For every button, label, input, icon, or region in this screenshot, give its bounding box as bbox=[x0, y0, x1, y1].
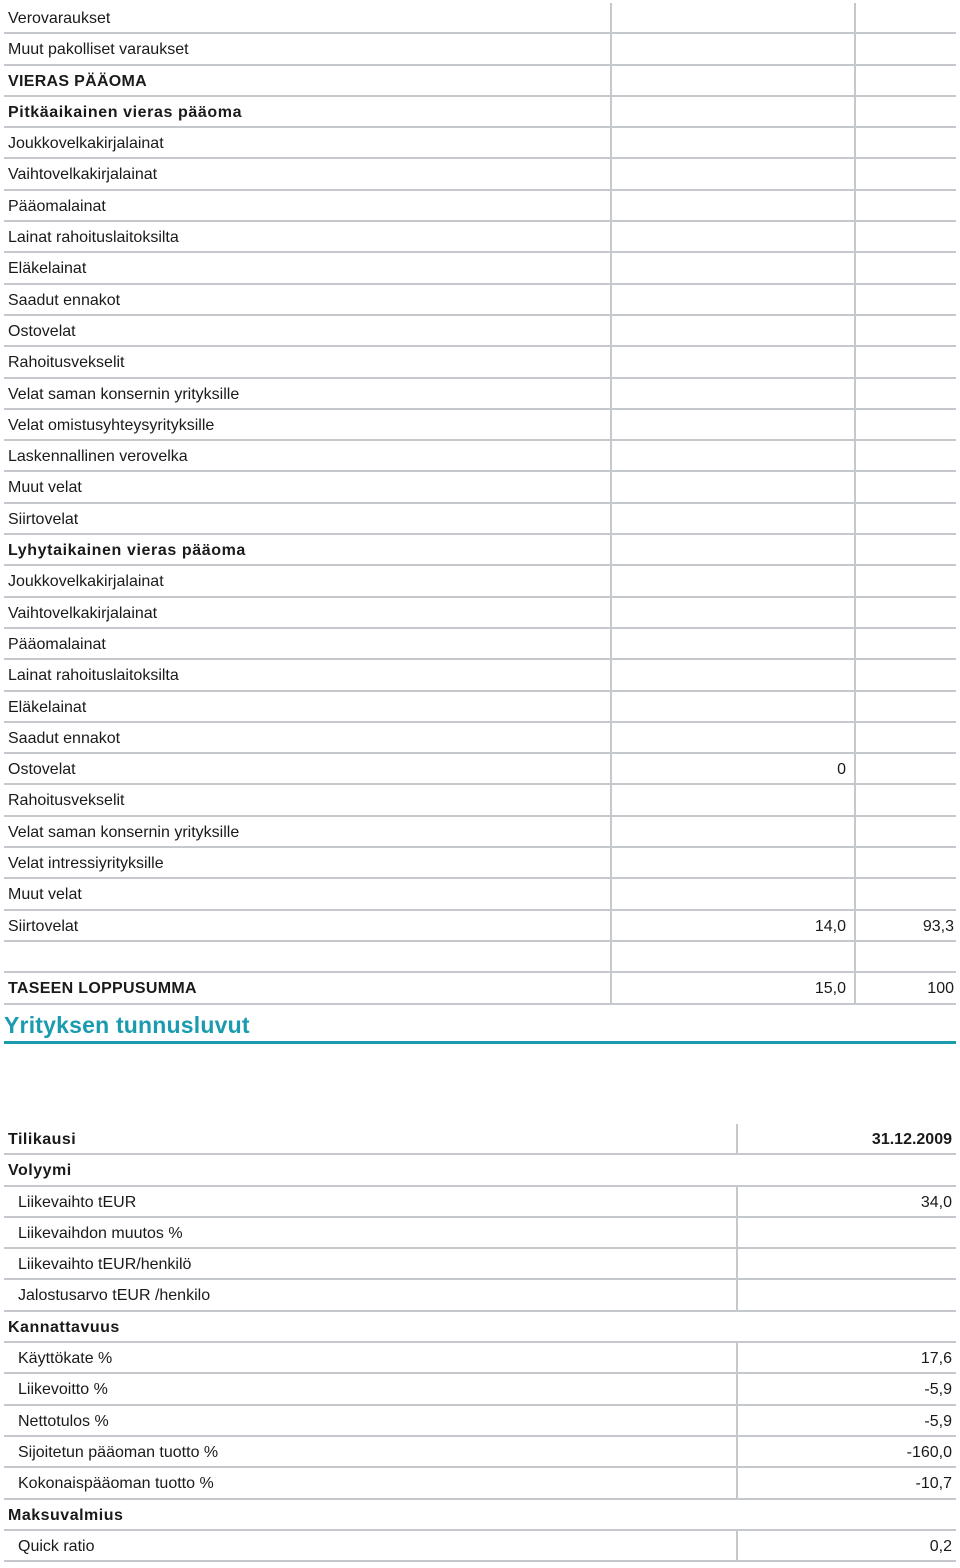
balance-sheet-table bbox=[4, 3, 956, 1005]
key-figure-cell bbox=[736, 1531, 956, 1560]
balance-percent-cell bbox=[854, 347, 956, 376]
balance-percent-cell bbox=[854, 97, 956, 126]
balance-percent-cell bbox=[854, 410, 956, 439]
balance-value-cell bbox=[610, 3, 854, 32]
key-figure-value: -160,0 bbox=[906, 1443, 952, 1461]
balance-row-label: Rahoitusvekselit bbox=[8, 354, 125, 372]
key-figure-label: Jalostusarvo tEUR /henkilo bbox=[18, 1287, 211, 1305]
balance-percent-cell bbox=[854, 973, 956, 1002]
balance-row-label: Joukkovelkakirjalainat bbox=[8, 573, 164, 591]
balance-percent-cell bbox=[854, 34, 956, 63]
balance-value-cell bbox=[610, 535, 854, 564]
balance-percent: 93,3 bbox=[922, 917, 954, 935]
balance-value-cell bbox=[610, 598, 854, 627]
balance-value-cell bbox=[610, 441, 854, 470]
balance-row bbox=[4, 441, 956, 472]
balance-value-cell bbox=[610, 222, 854, 251]
key-figure-cell bbox=[736, 1280, 956, 1309]
key-figure-cell bbox=[736, 1468, 956, 1497]
balance-percent-cell bbox=[854, 848, 956, 877]
balance-value-cell bbox=[610, 472, 854, 501]
balance-row bbox=[4, 848, 956, 879]
key-figures-row bbox=[4, 1437, 956, 1468]
key-figure-label: Liikevaihto tEUR bbox=[18, 1193, 137, 1211]
key-figure-label: Volyymi bbox=[8, 1162, 72, 1180]
balance-row bbox=[4, 97, 956, 128]
period-cell bbox=[736, 1124, 956, 1153]
balance-row-label: VIERAS PÄÄOMA bbox=[8, 72, 148, 90]
balance-row bbox=[4, 660, 956, 691]
balance-value-cell bbox=[610, 191, 854, 220]
balance-value-cell bbox=[610, 660, 854, 689]
period-label: Tilikausi bbox=[8, 1131, 77, 1148]
balance-row-label: Rahoitusvekselit bbox=[8, 792, 125, 810]
balance-value-cell bbox=[610, 785, 854, 814]
balance-row-label: Velat omistusyhteysyrityksille bbox=[8, 416, 215, 434]
period-value: 31.12.2009 bbox=[871, 1131, 952, 1148]
key-figures-row bbox=[4, 1249, 956, 1280]
key-figures-group-row bbox=[4, 1312, 956, 1343]
balance-value-cell bbox=[610, 566, 854, 595]
balance-value-cell bbox=[610, 692, 854, 721]
balance-value-cell bbox=[610, 97, 854, 126]
balance-row bbox=[4, 785, 956, 816]
balance-value-cell bbox=[610, 629, 854, 658]
balance-percent-cell bbox=[854, 66, 956, 95]
balance-value-cell bbox=[610, 911, 854, 940]
balance-row-label: Verovaraukset bbox=[8, 10, 111, 27]
balance-percent-cell bbox=[854, 785, 956, 814]
balance-row bbox=[4, 34, 956, 65]
balance-row-label: Siirtovelat bbox=[8, 510, 79, 528]
balance-row bbox=[4, 629, 956, 660]
balance-value-cell bbox=[610, 848, 854, 877]
balance-percent-cell bbox=[854, 441, 956, 470]
balance-percent-cell bbox=[854, 598, 956, 627]
key-figure-cell bbox=[736, 1437, 956, 1466]
balance-percent-cell bbox=[854, 379, 956, 408]
key-figure-label: Käyttökate % bbox=[18, 1350, 113, 1368]
balance-percent-cell bbox=[854, 3, 956, 32]
balance-row-label: Saadut ennakot bbox=[8, 729, 121, 747]
key-figure-label: Liikevoitto % bbox=[18, 1381, 108, 1399]
balance-row bbox=[4, 316, 956, 347]
balance-value: 0 bbox=[837, 761, 846, 779]
balance-percent-cell bbox=[854, 911, 956, 940]
balance-percent-cell bbox=[854, 566, 956, 595]
key-figures-row bbox=[4, 1218, 956, 1249]
balance-percent-cell bbox=[854, 472, 956, 501]
balance-percent-cell bbox=[854, 253, 956, 282]
key-figure-label: Liikevaihdon muutos % bbox=[18, 1224, 183, 1242]
key-figure-cell bbox=[736, 1187, 956, 1216]
key-figures-group-row bbox=[4, 1155, 956, 1186]
key-figure-value: -5,9 bbox=[924, 1412, 952, 1430]
balance-row-label: Muut velat bbox=[8, 886, 82, 904]
key-figures-row bbox=[4, 1343, 956, 1374]
balance-percent-cell bbox=[854, 942, 956, 971]
balance-percent-cell bbox=[854, 128, 956, 157]
key-figure-label: Kannattavuus bbox=[8, 1318, 120, 1336]
balance-row bbox=[4, 723, 956, 754]
balance-row bbox=[4, 504, 956, 535]
balance-row bbox=[4, 817, 956, 848]
balance-row bbox=[4, 222, 956, 253]
balance-row bbox=[4, 911, 956, 942]
balance-value-cell bbox=[610, 942, 854, 971]
balance-row bbox=[4, 159, 956, 190]
balance-value-cell bbox=[610, 410, 854, 439]
balance-value-cell bbox=[610, 817, 854, 846]
key-figure-label: Kokonaispääoman tuotto % bbox=[18, 1475, 214, 1493]
balance-percent-cell bbox=[854, 723, 956, 752]
balance-value-cell bbox=[610, 504, 854, 533]
key-figure-label: Maksuvalmius bbox=[8, 1506, 124, 1524]
balance-row bbox=[4, 253, 956, 284]
balance-row-label: Saadut ennakot bbox=[8, 291, 121, 309]
balance-row-label: Lyhytaikainen vieras pääoma bbox=[8, 542, 246, 560]
balance-row bbox=[4, 942, 956, 973]
balance-row bbox=[4, 566, 956, 597]
balance-row-label: Pääomalainat bbox=[8, 635, 106, 653]
balance-percent-cell bbox=[854, 660, 956, 689]
key-figure-cell bbox=[736, 1249, 956, 1278]
balance-value-cell bbox=[610, 128, 854, 157]
key-figure-value: 0,2 bbox=[929, 1537, 952, 1555]
balance-value-cell bbox=[610, 973, 854, 1002]
section-title-text: Yrityksen tunnusluvut bbox=[4, 1012, 250, 1038]
balance-value-cell bbox=[610, 347, 854, 376]
balance-value-cell bbox=[610, 879, 854, 908]
balance-row-label: Lainat rahoituslaitoksilta bbox=[8, 229, 179, 247]
key-figures-group-row bbox=[4, 1500, 956, 1531]
key-figures-row bbox=[4, 1374, 956, 1405]
balance-row-label: Ostovelat bbox=[8, 761, 76, 779]
balance-row bbox=[4, 128, 956, 159]
balance-percent-cell bbox=[854, 159, 956, 188]
section-title bbox=[4, 1008, 956, 1044]
balance-row bbox=[4, 285, 956, 316]
key-figure-cell bbox=[736, 1218, 956, 1247]
balance-value-cell bbox=[610, 379, 854, 408]
key-figures-row bbox=[4, 1406, 956, 1437]
key-figure-label: Nettotulos % bbox=[18, 1412, 109, 1430]
balance-row-label: Eläkelainat bbox=[8, 260, 87, 278]
balance-row bbox=[4, 66, 956, 97]
balance-row-label: Velat saman konsernin yrityksille bbox=[8, 385, 240, 403]
balance-row-label: Laskennallinen verovelka bbox=[8, 448, 188, 466]
balance-row bbox=[4, 879, 956, 910]
balance-percent-cell bbox=[854, 535, 956, 564]
balance-value-cell bbox=[610, 34, 854, 63]
balance-row-label: Vaihtovelkakirjalainat bbox=[8, 166, 158, 184]
key-figure-cell bbox=[736, 1406, 956, 1435]
key-figure-value: -10,7 bbox=[915, 1475, 952, 1493]
balance-value-cell bbox=[610, 285, 854, 314]
balance-row-label: Vaihtovelkakirjalainat bbox=[8, 604, 158, 622]
balance-percent-cell bbox=[854, 504, 956, 533]
balance-percent-cell bbox=[854, 754, 956, 783]
key-figure-value: 17,6 bbox=[920, 1350, 952, 1368]
balance-row bbox=[4, 472, 956, 503]
balance-row bbox=[4, 191, 956, 222]
balance-percent-cell bbox=[854, 692, 956, 721]
key-figures-table bbox=[4, 1124, 956, 1562]
balance-percent-cell bbox=[854, 629, 956, 658]
key-figure-cell bbox=[736, 1374, 956, 1403]
balance-row-label: Ostovelat bbox=[8, 322, 76, 340]
key-figures-row bbox=[4, 1280, 956, 1311]
balance-value: 14,0 bbox=[814, 917, 846, 935]
balance-percent-cell bbox=[854, 191, 956, 220]
key-figures-row bbox=[4, 1468, 956, 1499]
key-figure-label: Liikevaihto tEUR/henkilö bbox=[18, 1256, 192, 1274]
balance-percent-cell bbox=[854, 817, 956, 846]
balance-value-cell bbox=[610, 66, 854, 95]
balance-row bbox=[4, 692, 956, 723]
balance-percent-cell bbox=[854, 285, 956, 314]
balance-row-label: Joukkovelkakirjalainat bbox=[8, 135, 164, 153]
key-figure-value: -5,9 bbox=[924, 1381, 952, 1399]
balance-row bbox=[4, 973, 956, 1004]
balance-row bbox=[4, 347, 956, 378]
balance-value-cell bbox=[610, 253, 854, 282]
balance-value-cell bbox=[610, 159, 854, 188]
balance-row bbox=[4, 379, 956, 410]
balance-row-label: Lainat rahoituslaitoksilta bbox=[8, 667, 179, 685]
balance-percent-cell bbox=[854, 222, 956, 251]
balance-row bbox=[4, 598, 956, 629]
balance-row-label: Pääomalainat bbox=[8, 197, 106, 215]
balance-percent-cell bbox=[854, 879, 956, 908]
key-figure-label: Quick ratio bbox=[18, 1537, 95, 1555]
balance-row bbox=[4, 535, 956, 566]
balance-row-label: Velat intressiyrityksille bbox=[8, 855, 164, 873]
key-figure-cell bbox=[736, 1343, 956, 1372]
key-figures-header-row bbox=[4, 1124, 956, 1155]
balance-row-label: TASEEN LOPPUSUMMA bbox=[8, 980, 197, 998]
balance-row bbox=[4, 754, 956, 785]
balance-percent-cell bbox=[854, 316, 956, 345]
balance-value: 15,0 bbox=[814, 980, 846, 998]
balance-row-label: Muut velat bbox=[8, 479, 82, 497]
balance-row-label: Pitkäaikainen vieras pääoma bbox=[8, 103, 243, 121]
balance-row-label: Eläkelainat bbox=[8, 698, 87, 716]
balance-row bbox=[4, 3, 956, 34]
key-figure-label: Sijoitetun pääoman tuotto % bbox=[18, 1443, 219, 1461]
key-figures-row bbox=[4, 1187, 956, 1218]
balance-value-cell bbox=[610, 316, 854, 345]
balance-value-cell bbox=[610, 754, 854, 783]
balance-row-label: Siirtovelat bbox=[8, 917, 79, 935]
balance-row bbox=[4, 410, 956, 441]
key-figure-value: 34,0 bbox=[920, 1193, 952, 1211]
balance-percent: 100 bbox=[927, 980, 954, 998]
balance-row-label: Velat saman konsernin yrityksille bbox=[8, 823, 240, 841]
balance-value-cell bbox=[610, 723, 854, 752]
key-figures-row bbox=[4, 1531, 956, 1562]
balance-row-label: Muut pakolliset varaukset bbox=[8, 41, 189, 59]
